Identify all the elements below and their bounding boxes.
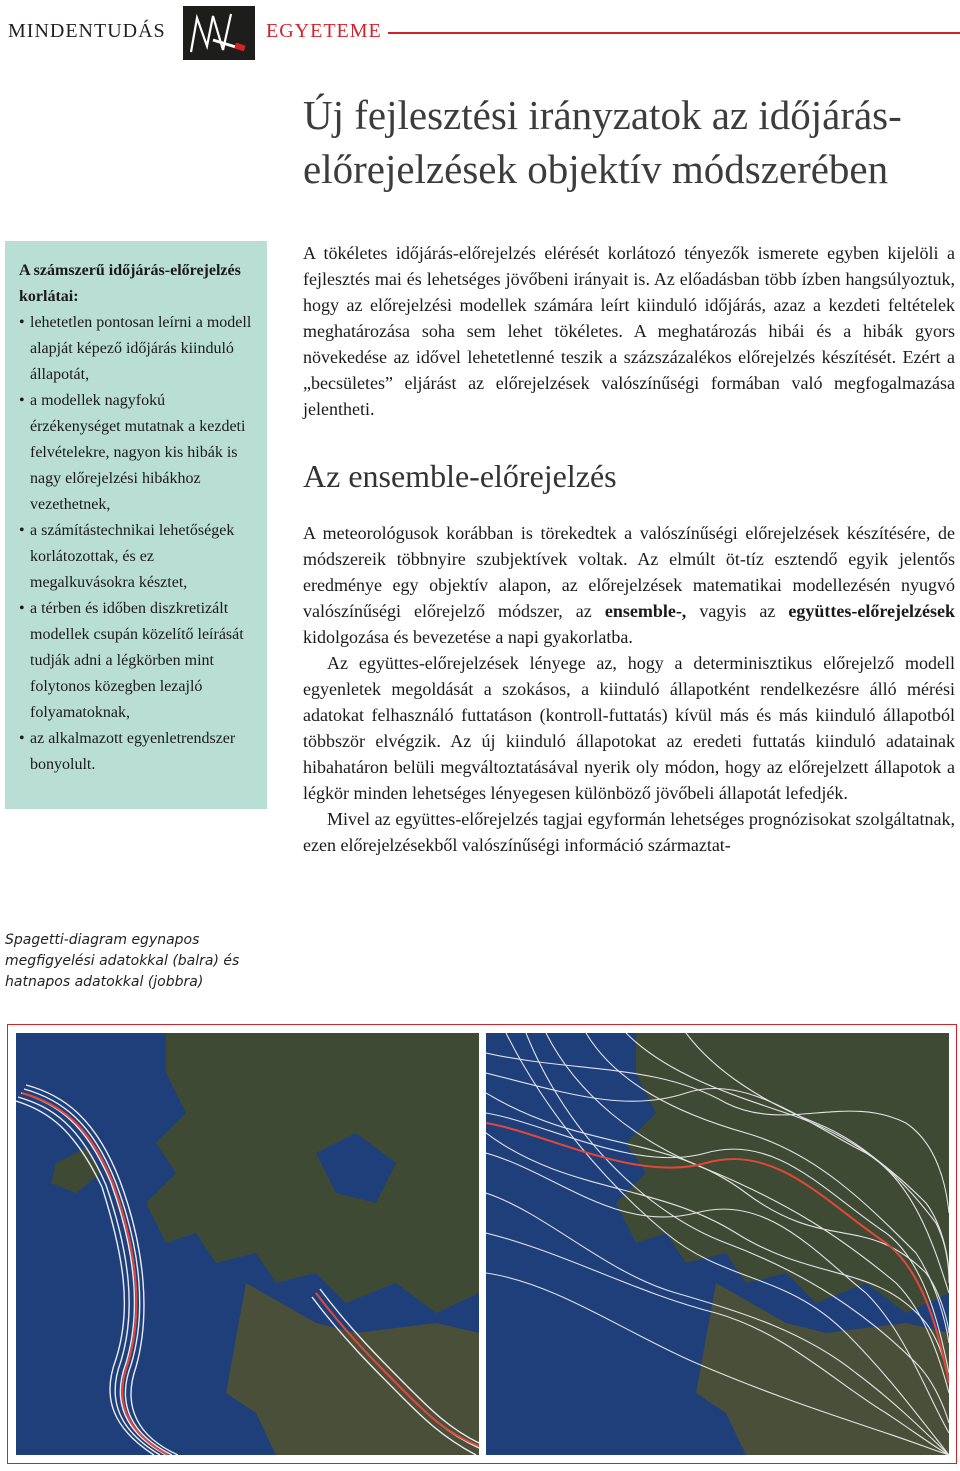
paragraph-1 xyxy=(303,520,955,650)
term-egyuttes: együttes-előrejelzések xyxy=(788,601,955,621)
sidebar-list-item: • a modellek nagyfokú érzékenységet mutatnak a kezdeti felvételekre, nagyon kis hibák is nagy előrejelzési hibákhoz vezethetnek, xyxy=(19,388,257,518)
brand-name-right: EGYETEME xyxy=(266,20,382,42)
spaghetti-figure xyxy=(7,1024,957,1464)
sidebar-list-item: • lehetetlen pontosan leírni a modell alapját képező időjárás kiinduló állapotát, xyxy=(19,310,257,388)
term-ensemble: ensemble-, xyxy=(604,601,687,621)
intro-paragraph: A tökéletes időjárás-előrejelzés elérését korlátozó tényezők ismerete egyben kijelöli a fejlesztés mai és lehetséges jövőbeni irányait is. Az előadásban több ízben hangsúlyoztuk, hogy az előrejelzési modellek számára leírt kiinduló időjárás, azaz a kezdeti feltételek meghatározása soha sem lehet tökéletes. A meghatározás hibái és a hibák gyors növekedése az idővel lehetetlenné teszik a százszázalékos előrejelzés készítését. Ezért a „becsületes” eljárást az előrejelzések valószínűségi formában való megfogalmazása jelentheti. xyxy=(303,243,955,419)
spaghetti-map-1day xyxy=(16,1033,479,1455)
sidebar-box xyxy=(5,241,267,809)
header-rule xyxy=(388,32,960,34)
paragraph-1-text: kidolgozása és bevezetése a napi gyakorlatba. xyxy=(303,627,633,647)
figure-caption: Spagetti-diagram egynapos megfigyelési adatokkal (balra) és hatnapos adatokkal (jobbra) xyxy=(5,932,240,990)
sidebar-list xyxy=(19,310,257,778)
sidebar-list-item: • a térben és időben diszkretizált modellek csupán közelítő leírását tudják adni a légkörben mint folytonos közegben lezajló folyamatoknak, xyxy=(19,596,257,726)
brand-name-left: MINDENTUDÁS xyxy=(8,20,166,42)
section-heading: Az ensemble-előrejelzés xyxy=(303,458,617,494)
spaghetti-map-6day xyxy=(486,1033,949,1455)
article-title: Új fejlesztési irányzatok az időjárás-előrejelzések objektív módszerében xyxy=(303,92,902,192)
paragraph-1-text: A meteorológusok korábban is törekedtek a valószínűségi előrejelzések készítésére, de módszereik többnyire szubjektívek voltak. Az elmúlt öt-tíz esztendő egyik jelentős eredménye egy objektív alapon, az előrejelzések matematikai modellezésén nyugvó valószínűségi előrejelző módszer, az xyxy=(303,523,955,621)
main-column xyxy=(303,240,955,858)
paragraph-3: Mivel az együttes-előrejelzés tagjai egyformán lehetséges prognózisokat szolgáltatnak, ezen előrejelzésekből valószínűségi információ származtat- xyxy=(303,809,955,855)
sidebar-list-item: • az alkalmazott egyenletrendszer bonyolult. xyxy=(19,726,257,778)
sidebar-list-item: • a számítástechnikai lehetőségek korlátozottak, és ez megalkuvásokra késztet, xyxy=(19,518,257,596)
paragraph-1-text: vagyis az xyxy=(686,601,789,621)
page-header xyxy=(0,0,960,64)
logo-icon xyxy=(183,6,255,60)
paragraph-2: Az együttes-előrejelzések lényege az, hogy a determinisztikus előrejelző modell egyenletek megoldását a szokásos, a kiinduló állapotként rendelkezésre álló mérési adatokat felhasználó futtatáson (kontroll-futtatás) kívül más és más kiinduló állapotból többször elvégzik. Az új kiinduló állapotokat az eredeti futtatás kiinduló adatainak hibahatáron belüli megváltoztatásával nyerik oly módon, hogy az előrejelzett állapotok a légkör minden lehetséges lényegesen különböző jövőbeli állapotát lefedjék. xyxy=(303,653,955,803)
sidebar-heading: A számszerű időjárás-előrejelzés korlátai: xyxy=(19,262,241,305)
